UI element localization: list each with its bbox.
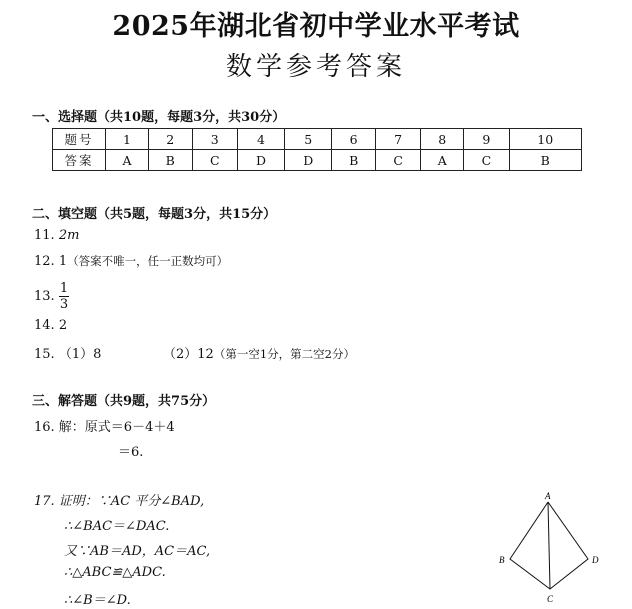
proof-17-line-1: 17. 证明：∵AC 平分∠BAD,: [34, 494, 205, 509]
proof-17-line-3: 又∵AB＝AD，AC＝AC,: [64, 544, 211, 559]
answer-15: [34, 343, 101, 362]
question-number: 5: [285, 129, 332, 150]
answer-value: 2: [58, 318, 68, 333]
vertex-label-b: B: [499, 555, 505, 565]
answer-cell: C: [464, 150, 509, 171]
vertex-label-c: C: [547, 594, 554, 604]
answer-table: [52, 128, 582, 171]
answer-15-part-2: [163, 343, 355, 362]
answer-cell: D: [237, 150, 284, 171]
answer-row: [53, 150, 582, 171]
question-num: 14.: [34, 318, 55, 333]
solution-16-line-2: ＝6.: [118, 445, 144, 460]
answer-value: 1: [58, 254, 68, 269]
section2-heading: 二、填空题（共5题，每题3分，共15分）: [32, 207, 277, 222]
section1-heading: 一、选择题（共10题，每题3分，共30分）: [32, 110, 286, 125]
section3-heading: 三、解答题（共9题，共75分）: [32, 394, 216, 409]
fraction-denominator: 3: [59, 297, 69, 312]
question-number: 1: [106, 129, 149, 150]
vertex-label-a: A: [545, 491, 551, 501]
answer-cell: C: [192, 150, 237, 171]
answer-cell: D: [285, 150, 332, 171]
answer-cell: C: [375, 150, 420, 171]
answer-row-label: 答案: [53, 150, 106, 171]
answer-note: （答案不唯一，任一正数均可）: [67, 254, 229, 268]
answer-part-1: （1）8: [58, 347, 102, 362]
question-number: 10: [509, 129, 581, 150]
answer-14: [34, 318, 67, 333]
answer-value: 2m: [58, 228, 80, 243]
answer-note: （第一空1分，第二空2分）: [213, 347, 355, 361]
question-num: 13.: [34, 289, 55, 304]
question-number: 6: [332, 129, 376, 150]
proof-17-line-2: ∴∠BAC＝∠DAC.: [64, 519, 170, 534]
question-number: 2: [148, 129, 192, 150]
answer-cell: A: [421, 150, 464, 171]
question-number: 4: [237, 129, 284, 150]
question-number: 9: [464, 129, 509, 150]
question-num: 12.: [34, 254, 55, 269]
answer-cell: B: [332, 150, 376, 171]
question-number: 8: [421, 129, 464, 150]
fraction: [59, 281, 69, 312]
answer-11: [34, 228, 79, 243]
fraction-numerator: 1: [59, 281, 69, 296]
question-number: 7: [375, 129, 420, 150]
question-number: 3: [192, 129, 237, 150]
answer-cell: B: [148, 150, 192, 171]
document-subtitle: 数学参考答案: [225, 52, 406, 82]
question-number-row: [53, 129, 582, 150]
proof-17-line-5: ∴∠B＝∠D.: [64, 593, 131, 608]
answer-13: [34, 281, 69, 312]
answer-part-2: （2）12: [163, 347, 214, 362]
diagonal-ac: [548, 502, 550, 589]
solution-16-line-1: 16. 解：原式＝6－4＋4: [34, 420, 175, 435]
answer-cell: A: [106, 150, 149, 171]
question-num: 11.: [34, 228, 55, 243]
answer-12: [34, 253, 228, 269]
document-title: 2025年湖北省初中学业水平考试: [112, 11, 520, 42]
answer-cell: B: [509, 150, 581, 171]
vertex-label-d: D: [592, 555, 599, 565]
proof-17-line-4: ∴△ABC≌△ADC.: [64, 565, 166, 580]
question-row-label: 题号: [53, 129, 106, 150]
question-num: 15.: [34, 347, 55, 362]
kite-figure: [488, 488, 618, 608]
